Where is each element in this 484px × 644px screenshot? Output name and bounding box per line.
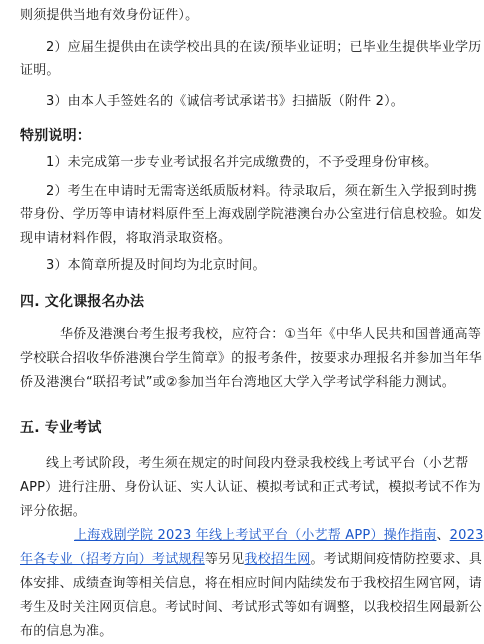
intro-line: 则须提供当地有效身份证件）。 <box>20 8 199 23</box>
special-item-3: 3）本简章所提及时间均为北京时间。 <box>46 258 266 273</box>
section-5-para-line6: 考生及时关注网页信息。考试时间、考试形式等如有调整，以我校招生网最新公 <box>20 600 483 615</box>
special-item-1: 1）未完成第一步专业考试报名并完成缴费的，不予受理身份审核。 <box>46 155 438 170</box>
text-fragment: 等另见 <box>204 552 245 567</box>
intro-item-3: 3）由本人手签姓名的《诚信考试承诺书》扫描版（附件 2）。 <box>46 94 404 109</box>
section-5-para-line3: 评分依据。 <box>20 504 87 519</box>
exam-rules-link-part2[interactable]: 年各专业（招考方向）考试规程 <box>20 552 205 567</box>
special-item-2-line3: 现申请材料作假，将取消录取资格。 <box>20 231 232 246</box>
admissions-site-link[interactable]: 我校招生网 <box>244 552 311 567</box>
section-5-para-line2: APP）进行注册、身份认证、实人认证、模拟考试和正式考试，模拟考试不作为 <box>20 480 481 495</box>
section-5-para-line7: 布的信息为准。 <box>20 624 113 639</box>
separator: 、 <box>436 528 450 543</box>
section-5-para-line4 <box>20 552 482 568</box>
section-5-para-line5: 体安排、成绩查询等相关信息，将在相应时间内陆续发布于我校招生网官网，请 <box>20 576 483 591</box>
section-4-heading: 四. 文化课报名办法 <box>20 294 145 310</box>
section-5-links-line <box>74 528 484 544</box>
section-4-para-line2: 学校联合招收华侨港澳台学生简章》的报考条件，按要求办理报名并参加当年华 <box>20 351 483 366</box>
intro-item-2-line1: 2）应届生提供由在读学校出具的在读/预毕业证明；已毕业生提供毕业学历 <box>46 40 482 55</box>
section-5-heading: 五. 专业考试 <box>20 420 102 436</box>
intro-item-2-line2: 证明。 <box>20 63 60 78</box>
online-platform-guide-link[interactable]: 上海戏剧学院 2023 年线上考试平台（小艺帮 APP）操作指南 <box>74 528 437 543</box>
special-notes-heading: 特别说明： <box>20 128 91 144</box>
section-5-para-line1: 线上考试阶段，考生须在规定的时间段内登录我校线上考试平台（小艺帮 <box>46 456 469 471</box>
text-fragment: 。考试期间疫情防控要求、具 <box>310 552 483 567</box>
special-item-2-line1: 2）考生在申请时无需寄送纸质版材料。待录取后，须在新生入学报到时携 <box>46 184 477 199</box>
section-4-para-line3: 侨及港澳台“联招考试”或②参加当年台湾地区大学入学考试学科能力测试。 <box>20 375 455 390</box>
special-item-2-line2: 带身份、学历等申请材料原件至上海戏剧学院港澳台办公室进行信息校验。如发 <box>20 207 483 222</box>
section-4-para-line1: 华侨及港澳台考生报考我校，应符合：①当年《中华人民共和国普通高等 <box>60 327 482 342</box>
exam-rules-link-part1[interactable]: 2023 <box>449 528 484 543</box>
